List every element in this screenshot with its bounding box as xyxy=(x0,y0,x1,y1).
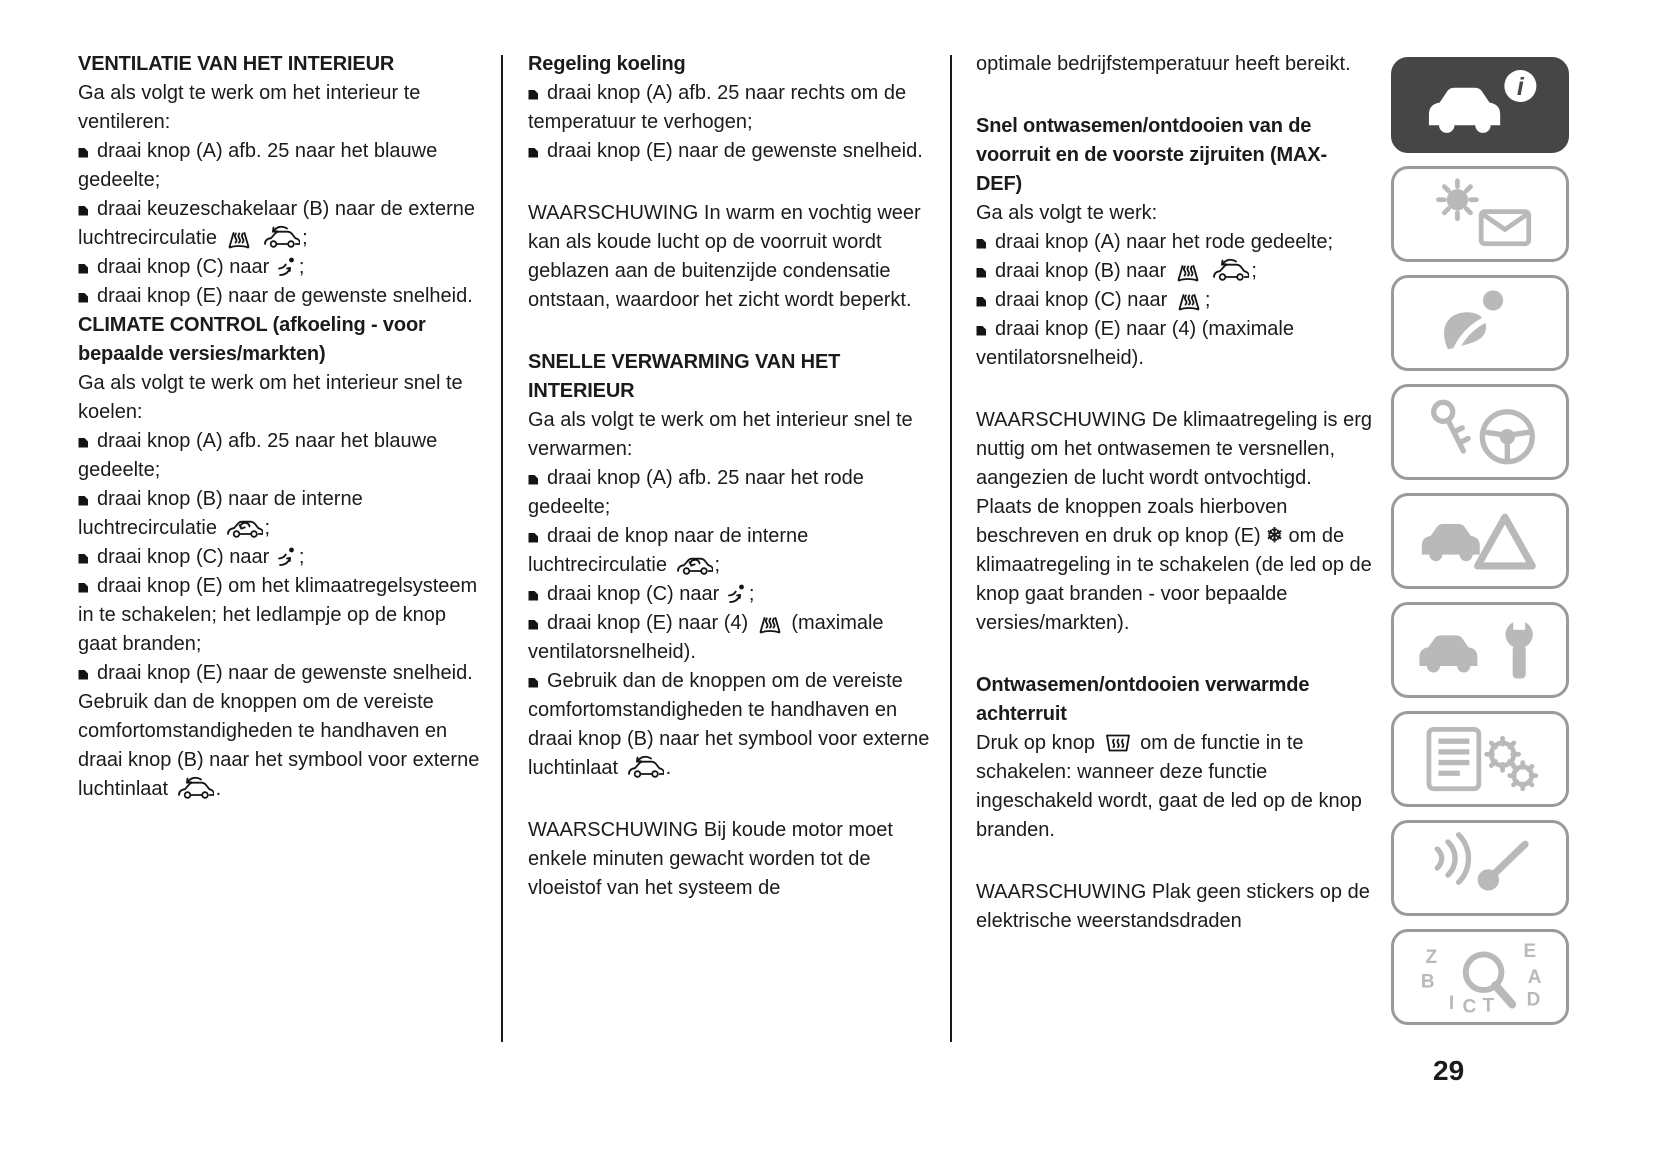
bullet-item xyxy=(528,79,934,137)
bullet-item xyxy=(976,228,1372,257)
recirculation-icon xyxy=(225,515,263,539)
paragraph xyxy=(528,816,934,903)
text-run: optimale bedrijfstemperatuur heeft bereikt. xyxy=(976,53,1351,75)
text-run: om de functie in te schakelen: wanneer deze functie ingeschakeld wordt, gaat de led op de knop branden. xyxy=(976,732,1362,841)
text-run: ; xyxy=(748,583,755,605)
text-run: Ga als volgt te werk om het interieur te ventileren: xyxy=(78,82,421,133)
paragraph xyxy=(78,79,486,137)
square-bullet-icon xyxy=(78,205,89,216)
ventilation-direction-icon xyxy=(277,546,297,568)
bullet-item xyxy=(78,485,486,543)
tab-starting-driving[interactable] xyxy=(1391,384,1569,480)
bullet-item xyxy=(528,137,934,166)
text-run: draai knop (C) naar xyxy=(97,256,275,278)
external-air-icon xyxy=(176,776,214,800)
bullet-item xyxy=(78,659,486,688)
text-run: draai knop (B) naar xyxy=(995,260,1172,282)
index-letter: T xyxy=(1482,995,1495,1015)
tab-technical-data[interactable] xyxy=(1391,711,1569,807)
text-run: ; xyxy=(264,517,271,539)
square-bullet-icon xyxy=(78,147,89,158)
paragraph xyxy=(976,406,1372,638)
heading xyxy=(78,50,486,79)
paragraph xyxy=(976,729,1372,845)
text-run: Regeling koeling xyxy=(528,53,686,75)
bullet-item xyxy=(976,315,1372,373)
index-letter: E xyxy=(1523,940,1537,962)
square-bullet-icon xyxy=(976,267,987,278)
square-bullet-icon xyxy=(976,296,987,307)
text-run: ; xyxy=(1204,289,1211,311)
text-run: WAARSCHUWING In warm en vochtig weer kan als koude lucht op de voorruit wordt geblazen aan de buitenzijde condensatie ontstaan, waardoor het zicht wordt beperkt. xyxy=(528,202,921,311)
square-bullet-icon xyxy=(976,238,987,249)
bullet-item xyxy=(78,282,486,311)
bullet-item xyxy=(78,427,486,485)
text-run: WAARSCHUWING De klimaatregeling is erg nuttig om het ontwasemen te versnellen, aangezien de lucht wordt ontvochtigd. Plaats de knoppen zoals hierboven beschreven en druk op knop (E) xyxy=(976,409,1373,547)
square-bullet-icon xyxy=(78,437,89,448)
column-3 xyxy=(976,50,1372,936)
bullet-item xyxy=(528,522,934,580)
text-run: draai knop (A) naar het rode gedeelte; xyxy=(995,231,1333,253)
bullet-item xyxy=(528,464,934,522)
external-air-icon xyxy=(1211,258,1249,282)
square-bullet-icon xyxy=(78,292,89,303)
text-run: draai keuzeschakelaar (B) naar de externe luchtrecirculatie xyxy=(78,198,475,249)
bullet-item xyxy=(78,137,486,195)
index-letter: B xyxy=(1420,971,1435,993)
text-run: draai knop (C) naar xyxy=(995,289,1173,311)
text-run: draai knop (E) om het klimaatregelsysteem in te schakelen; het ledlampje op de knop gaat branden; xyxy=(78,575,478,655)
heading xyxy=(78,311,486,369)
paragraph xyxy=(976,50,1372,79)
windshield-airflow-icon xyxy=(1175,288,1203,311)
text-run: Ga als volgt te werk: xyxy=(976,202,1158,224)
key-steering-icon xyxy=(1414,394,1546,470)
text-run: SNELLE VERWARMING VAN HET INTERIEUR xyxy=(528,351,841,402)
tab-dashboard-info[interactable] xyxy=(1391,57,1569,153)
text-run: VENTILATIE VAN HET INTERIEUR xyxy=(78,53,395,75)
car-wrench-icon xyxy=(1414,612,1546,688)
text-run xyxy=(1204,260,1210,282)
tab-safety[interactable] xyxy=(1391,275,1569,371)
column-divider-2 xyxy=(950,55,952,1042)
bullet-item xyxy=(78,195,486,253)
heading xyxy=(976,112,1372,199)
svg-text:i: i xyxy=(1516,72,1524,101)
tab-multimedia[interactable] xyxy=(1391,820,1569,916)
tab-emergency[interactable] xyxy=(1391,493,1569,589)
index-letter: D xyxy=(1526,989,1541,1011)
tab-maintenance[interactable] xyxy=(1391,602,1569,698)
square-bullet-icon xyxy=(528,474,539,485)
text-run: ; xyxy=(1251,260,1257,282)
text-run: Ontwasemen/ontdooien verwarmde achterruit xyxy=(976,674,1310,725)
paragraph xyxy=(976,199,1372,228)
text-run: (maximale ventilatorsnelheid). xyxy=(528,612,884,663)
heated-rear-window-icon xyxy=(1103,732,1133,754)
recirculation-icon xyxy=(675,552,713,576)
paragraph xyxy=(976,878,1372,936)
text-run: Snel ontwasemen/ontdooien van de voorruit en de voorste zijruiten (MAX-DEF) xyxy=(976,115,1327,195)
index-letter: A xyxy=(1527,966,1542,988)
text-run: draai knop (B) naar de interne luchtrecirculatie xyxy=(78,488,363,539)
bullet-item xyxy=(78,543,486,572)
ventilation-direction-icon xyxy=(727,583,747,605)
square-bullet-icon xyxy=(528,532,539,543)
bullet-item xyxy=(528,580,934,609)
index-letter: C xyxy=(1462,996,1477,1015)
text-run: draai knop (A) afb. 25 naar het rode gedeelte; xyxy=(528,467,864,518)
snowflake-icon: ❄ xyxy=(1266,525,1283,547)
bullet-item xyxy=(976,286,1372,315)
sun-envelope-icon xyxy=(1414,176,1546,252)
heading xyxy=(528,348,934,406)
text-run: draai knop (A) afb. 25 naar het blauwe gedeelte; xyxy=(78,140,438,191)
text-run: Ga als volgt te werk om het interieur snel te verwarmen: xyxy=(528,409,913,460)
text-run: Gebruik dan de knoppen om de vereiste comfortomstandigheden te handhaven en draai knop (B) naar het symbool voor externe luchtinlaat xyxy=(528,670,930,779)
text-run xyxy=(255,227,261,249)
text-run: draai knop (E) naar (4) (maximale ventilatorsnelheid). xyxy=(976,318,1294,369)
text-run: draai knop (E) naar (4) xyxy=(547,612,754,634)
text-run: draai knop (A) afb. 25 naar rechts om de temperatuur te verhogen; xyxy=(528,82,907,133)
text-run: ; xyxy=(298,256,305,278)
column-1 xyxy=(78,50,486,804)
text-run: . xyxy=(665,757,672,779)
text-run: ; xyxy=(298,546,305,568)
text-run: Druk op knop xyxy=(976,732,1101,754)
index-letter: I xyxy=(1448,993,1455,1015)
text-run: draai knop (E) naar de gewenste snelheid. xyxy=(547,140,923,162)
text-run: om de klimaatregeling in te schakelen (de led op de knop gaat branden - voor bepaalde versies/markten). xyxy=(976,525,1372,634)
column-divider-1 xyxy=(501,55,503,1042)
heading xyxy=(976,671,1372,729)
text-run: draai knop (A) afb. 25 naar het blauwe gedeelte; xyxy=(78,430,438,481)
square-bullet-icon xyxy=(528,147,539,158)
square-bullet-icon xyxy=(528,677,539,688)
square-bullet-icon xyxy=(78,553,89,564)
text-run: Gebruik dan de knoppen om de vereiste comfortomstandigheden te handhaven en draai knop (B) naar het symbool voor externe luchtinlaat xyxy=(78,691,480,800)
index-search-icon xyxy=(1414,939,1546,1015)
tab-lights-messages[interactable] xyxy=(1391,166,1569,262)
bullet-item xyxy=(528,667,934,783)
list-gears-icon xyxy=(1414,721,1546,797)
square-bullet-icon xyxy=(976,325,987,336)
tab-index[interactable] xyxy=(1391,929,1569,1025)
text-run: ; xyxy=(302,227,308,249)
bullet-item xyxy=(78,253,486,282)
text-run: WAARSCHUWING Plak geen stickers op de elektrische weerstandsdraden xyxy=(976,881,1370,932)
column-2 xyxy=(528,50,934,903)
heading xyxy=(528,50,934,79)
text-run: ; xyxy=(714,554,721,576)
radio-waves-icon xyxy=(1414,830,1546,906)
external-air-icon xyxy=(626,755,664,779)
windshield-airflow-icon xyxy=(1174,259,1202,282)
page-number: 29 xyxy=(1433,1055,1465,1086)
text-run: draai knop (C) naar xyxy=(97,546,275,568)
text-run: draai knop (C) naar xyxy=(547,583,725,605)
paragraph xyxy=(78,369,486,427)
square-bullet-icon xyxy=(528,89,539,100)
text-run: draai de knop naar de interne luchtrecirculatie xyxy=(528,525,809,576)
text-run: WAARSCHUWING Bij koude motor moet enkele minuten gewacht worden tot de vloeistof van het systeem de xyxy=(528,819,893,899)
paragraph xyxy=(528,199,934,315)
square-bullet-icon xyxy=(78,582,89,593)
square-bullet-icon xyxy=(528,590,539,601)
paragraph xyxy=(528,406,934,464)
text-run: CLIMATE CONTROL (afkoeling - voor bepaalde versies/markten) xyxy=(78,314,426,365)
car-warning-icon xyxy=(1414,503,1546,579)
section-tabs xyxy=(1391,57,1569,1025)
bullet-item xyxy=(78,572,486,659)
external-air-icon xyxy=(262,225,300,249)
airbag-icon xyxy=(1414,285,1546,361)
square-bullet-icon xyxy=(78,263,89,274)
index-letter: Z xyxy=(1425,946,1438,968)
ventilation-direction-icon xyxy=(277,256,297,278)
text-run: draai knop (E) naar de gewenste snelheid. xyxy=(97,662,473,684)
text-run: . xyxy=(215,778,222,800)
text-run: Ga als volgt te werk om het interieur snel te koelen: xyxy=(78,372,463,423)
bullet-item xyxy=(528,609,934,667)
paragraph xyxy=(78,688,486,804)
car-info-icon xyxy=(1414,67,1546,143)
square-bullet-icon xyxy=(78,669,89,680)
text-run: draai knop (E) naar de gewenste snelheid. xyxy=(97,285,473,307)
bullet-item xyxy=(976,257,1372,286)
windshield-airflow-icon xyxy=(225,226,253,249)
square-bullet-icon xyxy=(78,495,89,506)
square-bullet-icon xyxy=(528,619,539,630)
windshield-airflow-icon xyxy=(756,611,784,634)
